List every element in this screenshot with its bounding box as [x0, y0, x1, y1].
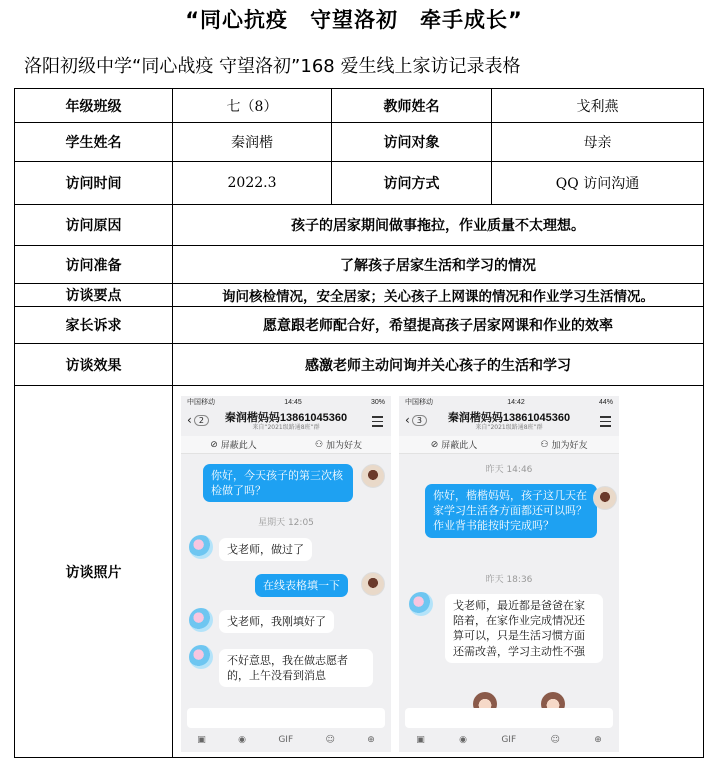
time-value: 2022.3: [173, 162, 332, 205]
avatar: [189, 535, 213, 559]
chat-actions: [181, 436, 391, 454]
menu-icon[interactable]: [372, 416, 383, 430]
message-input[interactable]: [405, 708, 613, 728]
chat-screenshot-2: [399, 396, 619, 752]
unread-count: 2: [194, 415, 209, 426]
timestamp: 昨天 18:36: [485, 575, 533, 585]
prep-label: 访问准备: [15, 246, 173, 284]
avatar: [409, 592, 433, 616]
back-button[interactable]: [405, 413, 427, 427]
slogan-title: “同心抗疫 守望洛初 牵手成长”: [185, 8, 523, 32]
message-bubble: 戈老师，做过了: [219, 538, 312, 561]
battery-text: 30%: [370, 398, 385, 406]
unread-count: 3: [412, 415, 427, 426]
chevron-left-icon: ‹: [405, 413, 410, 427]
add-user-icon: ⚇: [540, 439, 549, 450]
menu-icon[interactable]: [600, 416, 611, 430]
contact-name: 秦润楷妈妈13861045360: [224, 412, 348, 425]
method-label: 访问方式: [332, 162, 492, 205]
clock-text: 14:45: [284, 398, 302, 406]
chat-screenshot-1: [181, 396, 391, 752]
avatar: [361, 464, 385, 488]
student-label: 学生姓名: [15, 123, 173, 162]
avatar: [189, 608, 213, 632]
effect-value: 感激老师主动问询并关心孩子的生活和学习: [173, 344, 704, 386]
carrier-text: 中国移动: [187, 399, 215, 406]
target-value: 母亲: [492, 123, 704, 162]
message-input[interactable]: [187, 708, 385, 728]
contact-source: 来自“2021级路通8班”群: [475, 423, 543, 431]
add-friend-button[interactable]: ⚇ 加为好友: [314, 439, 363, 451]
photo-cell: [173, 386, 704, 758]
chat-title: [181, 413, 391, 431]
chat-title: [399, 413, 619, 431]
points-label: 访谈要点: [15, 284, 173, 307]
clock-text: 14:42: [507, 398, 525, 406]
timestamp: 星期天 12:05: [258, 518, 314, 528]
timestamp: 昨天 14:46: [485, 465, 533, 475]
grade-label: 年级班级: [15, 89, 173, 123]
status-bar: [181, 396, 391, 408]
effect-label: 访谈效果: [15, 344, 173, 386]
add-friend-button[interactable]: ⚇ 加为好友: [540, 439, 588, 451]
block-button[interactable]: ⊘ 屏蔽此人: [210, 439, 257, 451]
camera-icon[interactable]: ◉: [459, 735, 467, 745]
camera-icon[interactable]: ◉: [238, 735, 246, 745]
block-icon: ⊘: [210, 439, 218, 450]
reason-label: 访问原因: [15, 205, 173, 246]
block-button[interactable]: ⊘ 屏蔽此人: [430, 439, 478, 451]
message-bubble: 戈老师，我刚填好了: [219, 610, 334, 633]
prep-value: 了解孩子居家生活和学习的情况: [173, 246, 704, 284]
message-bubble: 你好，今天孩子的第三次核检做了吗？: [203, 464, 353, 502]
student-value: 秦润楷: [173, 123, 332, 162]
grade-value: 七（8）: [173, 89, 332, 123]
avatar: [361, 572, 385, 596]
chat-header: [399, 408, 619, 436]
reason-value: 孩子的居家期间做事拖拉，作业质量不太理想。: [173, 205, 704, 246]
image-icon[interactable]: ▣: [197, 735, 206, 745]
contact-source: 来自“2021级路通8班”群: [252, 423, 320, 431]
message-bubble: 戈老师，最近都是爸爸在家陪着，在家作业完成情况还算可以，只是生活习惯方面还需改善，学习主动性不强: [445, 594, 603, 663]
chat-toolbar: [399, 732, 619, 748]
chat-screenshots: [173, 386, 703, 754]
add-user-icon: ⚇: [314, 439, 324, 450]
points-value: 询问核检情况，安全居家；关心孩子上网课的情况和作业学习生活情况。: [173, 284, 704, 307]
target-label: 访问对象: [332, 123, 492, 162]
photo-label: 访谈照片: [15, 386, 173, 758]
gif-button[interactable]: GIF: [278, 735, 294, 745]
avatar: [593, 486, 617, 510]
contact-name: 秦润楷妈妈13861045360: [447, 412, 571, 425]
message-bubble: 不好意思，我在做志愿者的，上午没看到消息: [219, 649, 373, 687]
emoji-icon[interactable]: ☺: [325, 735, 335, 745]
gif-button[interactable]: GIF: [501, 735, 517, 745]
message-list: [399, 454, 619, 722]
appeal-label: 家长诉求: [15, 307, 173, 344]
teacher-value: 戈利燕: [492, 89, 704, 123]
emoji-icon[interactable]: ☺: [550, 735, 560, 745]
home-visit-record-table: [14, 88, 704, 758]
chat-actions: [399, 436, 619, 454]
plus-icon[interactable]: ⊕: [367, 735, 375, 745]
carrier-text: 中国移动: [405, 399, 433, 406]
avatar: [189, 645, 213, 669]
block-icon: ⊘: [430, 439, 439, 450]
message-bubble: 在线表格填一下: [255, 574, 348, 597]
chevron-left-icon: ‹: [187, 413, 192, 427]
chat-toolbar: [181, 732, 391, 748]
teacher-label: 教师姓名: [332, 89, 492, 123]
plus-icon[interactable]: ⊕: [594, 735, 602, 745]
time-label: 访问时间: [15, 162, 173, 205]
back-button[interactable]: [187, 413, 209, 427]
image-icon[interactable]: ▣: [416, 735, 425, 745]
status-bar: [399, 396, 619, 408]
message-list: [181, 454, 391, 722]
appeal-value: 愿意跟老师配合好，希望提高孩子居家网课和作业的效率: [173, 307, 704, 344]
message-bubble: 你好，楷楷妈妈，孩子这几天在家学习生活各方面都还可以吗？作业背书能按时完成吗？: [425, 484, 597, 538]
chat-header: [181, 408, 391, 436]
battery-text: 44%: [598, 398, 613, 406]
method-value: QQ 访问沟通: [492, 162, 704, 205]
form-subtitle: 洛阳初级中学“同心战疫 守望洛初”168 爱生线上家访记录表格: [24, 56, 521, 77]
